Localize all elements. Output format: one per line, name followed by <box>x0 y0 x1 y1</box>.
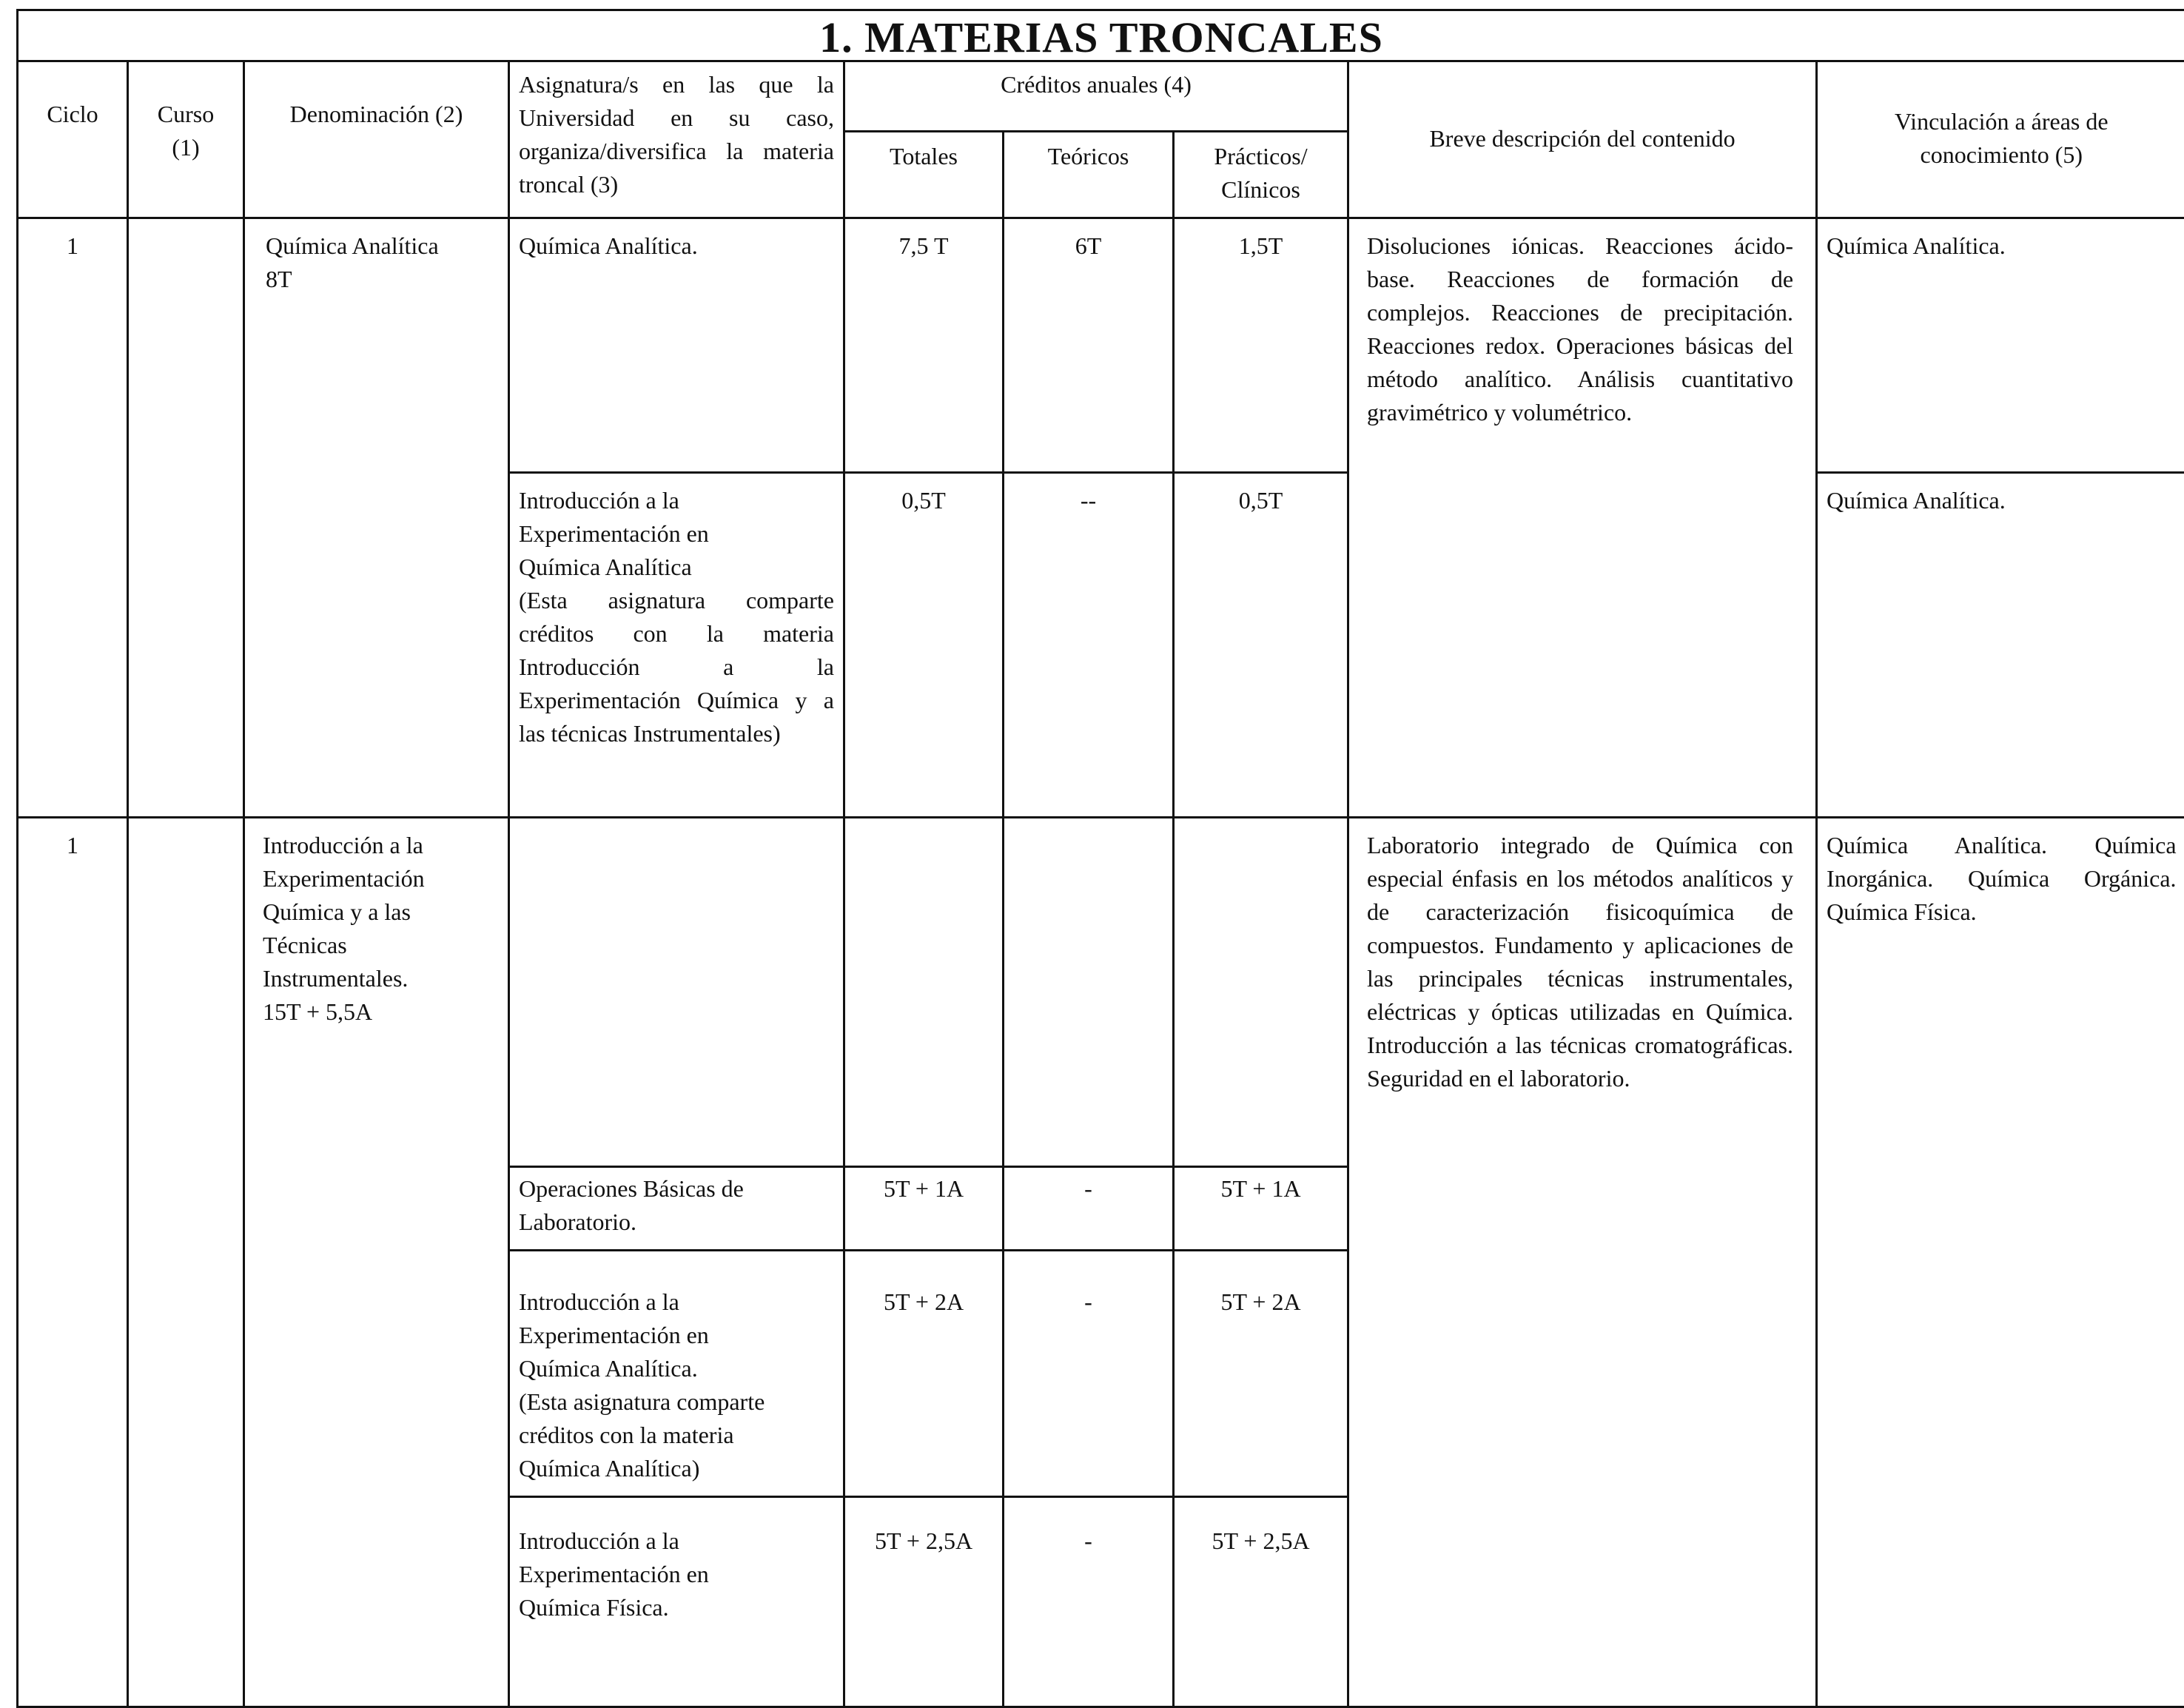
block2-asignatura-3 <box>509 1496 844 1707</box>
header-creditos-label: Créditos anuales (4) <box>1001 71 1192 98</box>
block2-asignatura-1-line-1: Operaciones Básicas de <box>519 1172 834 1206</box>
header-asignaturas <box>509 61 844 218</box>
block2-ciclo <box>18 817 128 1707</box>
block1-totales-2 <box>844 472 1004 817</box>
header-creditos <box>844 61 1348 131</box>
block2-denominacion-line-4: Técnicas <box>263 929 499 962</box>
block1-practicos-1-value: 1,5T <box>1239 232 1283 259</box>
block1-teoricos-1 <box>1004 218 1174 472</box>
block1-asignatura-2-note: (Esta asignatura comparte créditos con la materia Introducción a la Experimentación Química y a las técnicas Instrumentales) <box>519 587 834 747</box>
block2-teoricos-3 <box>1004 1496 1174 1707</box>
block2-asignatura-1 <box>509 1166 844 1250</box>
block2-asignatura-2-line-1: Introducción a la <box>519 1285 834 1319</box>
block2-asignatura-3-line-2: Experimentación en <box>519 1558 834 1591</box>
block2-practicos-3-value: 5T + 2,5A <box>1212 1527 1309 1554</box>
document-title: 1. MATERIAS TRONCALES <box>16 9 2184 62</box>
block1-area-2 <box>1817 472 2184 817</box>
block2-ciclo-value: 1 <box>67 832 78 858</box>
block1-descripcion <box>1348 218 1817 817</box>
block2-teoricos-2-value: - <box>1084 1288 1092 1315</box>
troncales-table <box>16 61 2184 1708</box>
header-practicos <box>1174 131 1348 218</box>
header-asignaturas-label: Asignatura/s en las que la Universidad en su caso, organiza/diversifica la materia troncal (3) <box>519 71 834 198</box>
header-teoricos-label: Teóricos <box>1048 143 1129 169</box>
block1-practicos-2 <box>1174 472 1348 817</box>
block1-ciclo <box>18 218 128 817</box>
header-curso-note: (1) <box>138 131 234 164</box>
block1-area-2-value: Química Analítica. <box>1827 487 2006 514</box>
header-curso-label: Curso <box>138 98 234 131</box>
block1-asignatura-1-value: Química Analítica. <box>519 232 698 259</box>
block1-totales-1 <box>844 218 1004 472</box>
block2-totales-empty <box>844 817 1004 1166</box>
block1-denominacion-name: Química Analítica <box>266 229 499 263</box>
header-vinculacion-label-2: conocimiento (5) <box>1827 138 2177 172</box>
block1-teoricos-2-value: -- <box>1081 487 1096 514</box>
block2-teoricos-empty <box>1004 817 1174 1166</box>
block1-area-1 <box>1817 218 2184 472</box>
block2-practicos-3 <box>1174 1496 1348 1707</box>
header-totales-label: Totales <box>890 143 958 169</box>
header-teoricos <box>1004 131 1174 218</box>
block1-descripcion-value: Disoluciones iónicas. Reacciones ácido-base. Reacciones de formación de complejos. Reacciones de precipitación. Reacciones redox. Operaciones básicas del método analítico. Análisis cuantitativo gravimétrico y volumétrico. <box>1367 232 1793 426</box>
block2-totales-1-value: 5T + 1A <box>884 1175 964 1202</box>
block2-teoricos-1-value: - <box>1084 1175 1092 1202</box>
block1-totales-2-value: 0,5T <box>901 487 946 514</box>
block2-teoricos-3-value: - <box>1084 1527 1092 1554</box>
block2-asignatura-2-line-3: Química Analítica. <box>519 1352 834 1385</box>
block2-denominacion-line-3: Química y a las <box>263 895 499 929</box>
block1-practicos-2-value: 0,5T <box>1239 487 1283 514</box>
block2-practicos-1 <box>1174 1166 1348 1250</box>
block2-descripcion-value: Laboratorio integrado de Química con especial énfasis en los métodos analíticos y de caracterización fisicoquímica de compuestos. Fundamento y aplicaciones de las principales técnicas instrumentales, eléctricas y ópticas utilizadas en Química. Introducción a las técnicas cromatográficas. Seguridad en el laboratorio. <box>1367 832 1793 1092</box>
block2-asignatura-3-line-3: Química Física. <box>519 1591 834 1624</box>
header-descripcion <box>1348 61 1817 218</box>
header-ciclo <box>18 61 128 218</box>
block1-asignatura-2 <box>509 472 844 817</box>
block2-asignatura-empty <box>509 817 844 1166</box>
header-denominacion <box>244 61 509 218</box>
block2-asignatura-2-line-6: Química Analítica) <box>519 1452 834 1485</box>
block1-denominacion-credits: 8T <box>266 263 499 296</box>
block1-ciclo-value: 1 <box>67 232 78 259</box>
block2-asignatura-3-line-1: Introducción a la <box>519 1524 834 1558</box>
header-ciclo-label: Ciclo <box>47 101 98 127</box>
block2-asignatura-2-line-5: créditos con la materia <box>519 1419 834 1452</box>
header-curso <box>128 61 244 218</box>
block2-area <box>1817 817 2184 1707</box>
block2-totales-2 <box>844 1250 1004 1496</box>
header-row-top <box>18 61 2184 131</box>
block1-curso <box>128 218 244 817</box>
block2-practicos-empty <box>1174 817 1348 1166</box>
block2-descripcion <box>1348 817 1817 1707</box>
block2-denominacion <box>244 817 509 1707</box>
block2-teoricos-1 <box>1004 1166 1174 1250</box>
block2-practicos-1-value: 5T + 1A <box>1220 1175 1300 1202</box>
header-denominacion-label: Denominación (2) <box>290 101 463 127</box>
block1-asignatura-2-line-3: Química Analítica <box>519 551 834 584</box>
block1-totales-1-value: 7,5 T <box>899 232 949 259</box>
block2-denominacion-line-1: Introducción a la <box>263 829 499 862</box>
header-totales <box>844 131 1004 218</box>
block2-totales-3 <box>844 1496 1004 1707</box>
block2-denominacion-line-2: Experimentación <box>263 862 499 895</box>
block2-totales-1 <box>844 1166 1004 1250</box>
block2-practicos-2-value: 5T + 2A <box>1220 1288 1300 1315</box>
block2-totales-3-value: 5T + 2,5A <box>875 1527 972 1554</box>
table-row <box>18 218 2184 472</box>
block1-practicos-1 <box>1174 218 1348 472</box>
block1-asignatura-2-line-2: Experimentación en <box>519 517 834 551</box>
block2-denominacion-line-5: Instrumentales. <box>263 962 499 995</box>
block2-asignatura-2-line-2: Experimentación en <box>519 1319 834 1352</box>
header-practicos-label-1: Prácticos/ <box>1183 140 1338 173</box>
block2-asignatura-1-line-2: Laboratorio. <box>519 1206 834 1239</box>
block1-asignatura-1 <box>509 218 844 472</box>
block2-practicos-2 <box>1174 1250 1348 1496</box>
block2-totales-2-value: 5T + 2A <box>884 1288 964 1315</box>
header-descripcion-label: Breve descripción del contenido <box>1429 125 1735 152</box>
block1-area-1-value: Química Analítica. <box>1827 232 2006 259</box>
block2-asignatura-2 <box>509 1250 844 1496</box>
block1-teoricos-1-value: 6T <box>1075 232 1102 259</box>
block2-denominacion-credits: 15T + 5,5A <box>263 995 499 1029</box>
header-vinculacion <box>1817 61 2184 218</box>
block1-teoricos-2 <box>1004 472 1174 817</box>
block2-area-value: Química Analítica. Química Inorgánica. Química Orgánica. Química Física. <box>1827 832 2177 925</box>
block2-asignatura-2-line-4: (Esta asignatura comparte <box>519 1385 834 1419</box>
block2-teoricos-2 <box>1004 1250 1174 1496</box>
block2-curso <box>128 817 244 1707</box>
block1-denominacion <box>244 218 509 817</box>
block1-asignatura-2-line-1: Introducción a la <box>519 484 834 517</box>
header-vinculacion-label-1: Vinculación a áreas de <box>1827 105 2177 138</box>
table-row <box>18 817 2184 1166</box>
header-practicos-label-2: Clínicos <box>1183 173 1338 206</box>
